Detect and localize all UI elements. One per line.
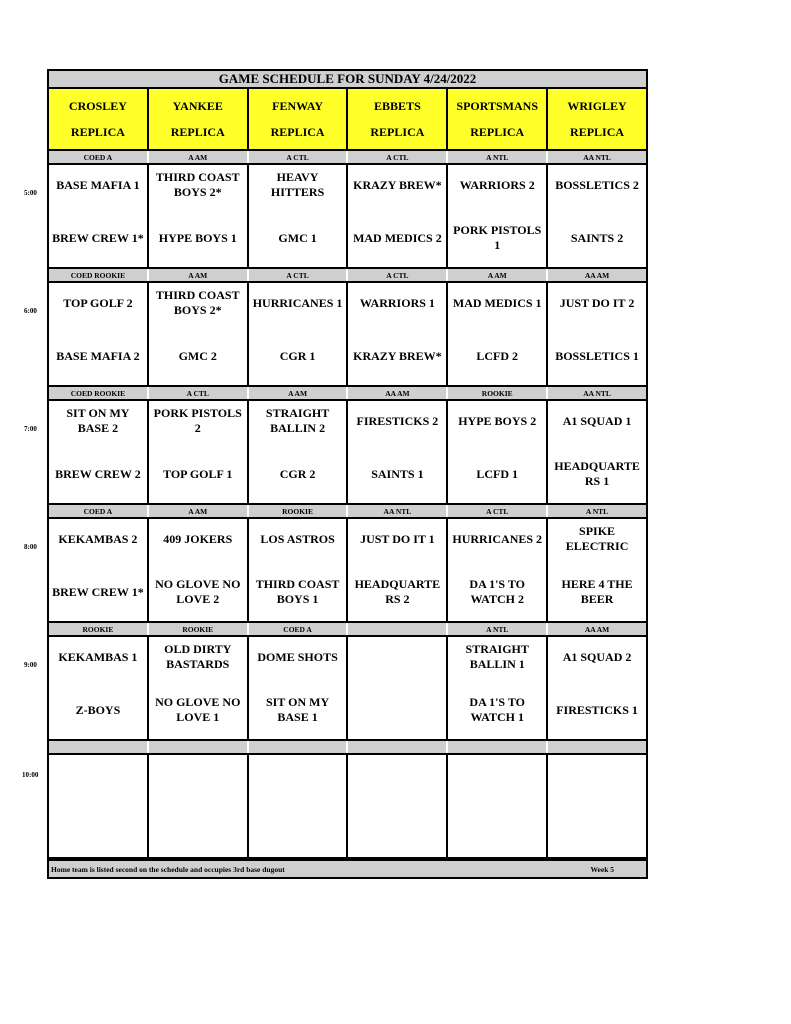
time-label: 8:00 — [24, 543, 37, 551]
away-team: A1 SQUAD 1 — [562, 413, 632, 428]
game-cell — [49, 283, 149, 385]
division-label: A AM — [448, 269, 548, 281]
home-team: DA 1'S TO WATCH 2 — [469, 577, 526, 606]
division-label — [348, 623, 448, 635]
field-header-row — [47, 89, 648, 151]
home-team: BASE MAFIA 2 — [56, 348, 140, 363]
game-cell — [49, 755, 149, 857]
game-cell — [548, 755, 646, 857]
division-label: AA NTL — [348, 505, 448, 517]
away-team: JUST DO IT 1 — [360, 531, 435, 546]
game-cell — [548, 165, 646, 267]
away-team: SIT ON MY BASE 2 — [66, 406, 130, 435]
game-cell — [448, 637, 548, 739]
division-label — [448, 741, 548, 753]
division-label: COED A — [249, 623, 349, 635]
division-label: A AM — [149, 269, 249, 281]
home-team: BOSSLETICS 1 — [555, 348, 639, 363]
home-team: DA 1'S TO WATCH 1 — [469, 695, 526, 724]
empty-game-row — [47, 753, 648, 859]
game-row — [47, 281, 648, 387]
game-row — [47, 399, 648, 505]
home-team: NO GLOVE NO LOVE 1 — [155, 695, 241, 724]
home-team: HEADQUARTE RS 1 — [554, 459, 640, 488]
division-label: AA NTL — [548, 387, 646, 399]
division-label: COED A — [49, 151, 149, 163]
division-label: COED ROOKIE — [49, 387, 149, 399]
division-label: A NTL — [448, 623, 548, 635]
home-team: TOP GOLF 1 — [163, 466, 233, 481]
game-cell — [348, 401, 448, 503]
division-row — [47, 741, 648, 753]
division-label: ROOKIE — [448, 387, 548, 399]
away-team: BOSSLETICS 2 — [555, 177, 639, 192]
division-label: A AM — [149, 505, 249, 517]
game-cell — [548, 401, 646, 503]
field-sub: REPLICA — [170, 124, 225, 139]
away-team: DOME SHOTS — [257, 649, 338, 664]
field-sub: REPLICA — [270, 124, 325, 139]
home-team: HYPE BOYS 1 — [158, 230, 237, 245]
division-label: COED ROOKIE — [49, 269, 149, 281]
game-row — [47, 163, 648, 269]
home-team: FIRESTICKS 1 — [556, 702, 638, 717]
field-sub: REPLICA — [570, 124, 625, 139]
home-team: GMC 2 — [178, 348, 217, 363]
division-label: ROOKIE — [249, 505, 349, 517]
division-label: ROOKIE — [149, 623, 249, 635]
away-team: LOS ASTROS — [260, 531, 335, 546]
game-cell — [149, 519, 249, 621]
field-header — [548, 89, 646, 149]
home-team: HEADQUARTE RS 2 — [354, 577, 441, 606]
game-cell — [149, 165, 249, 267]
game-cell — [448, 519, 548, 621]
schedule-title: GAME SCHEDULE FOR SUNDAY 4/24/2022 — [47, 69, 648, 89]
division-row — [47, 623, 648, 635]
away-team: KEKAMBAS 2 — [58, 531, 138, 546]
home-team-note: Home team is listed second on the schedule and occupies 3rd base dugout — [51, 864, 285, 874]
home-team: HERE 4 THE BEER — [561, 577, 633, 606]
field-name: YANKEE — [172, 98, 223, 113]
home-team: SIT ON MY BASE 1 — [266, 695, 330, 724]
home-team: GMC 1 — [278, 230, 317, 245]
home-team: CGR 1 — [279, 348, 316, 363]
week-label: Week 5 — [590, 864, 614, 874]
field-header — [348, 89, 448, 149]
away-team: HEAVY HITTERS — [270, 170, 325, 199]
away-team: 409 JOKERS — [163, 531, 233, 546]
division-row — [47, 505, 648, 517]
away-team: HURRICANES 2 — [452, 531, 543, 546]
home-team: THIRD COAST BOYS 1 — [255, 577, 340, 606]
field-sub: REPLICA — [70, 124, 125, 139]
field-header — [149, 89, 249, 149]
game-cell — [249, 283, 349, 385]
home-team: PORK PISTOLS 1 — [453, 223, 542, 252]
division-label — [548, 741, 646, 753]
division-row — [47, 387, 648, 399]
game-cell — [249, 637, 349, 739]
game-cell — [448, 401, 548, 503]
field-name: WRIGLEY — [567, 98, 627, 113]
division-label: A CTL — [249, 269, 349, 281]
field-name: SPORTSMANS — [456, 98, 539, 113]
home-team: BREW CREW 1* — [52, 230, 144, 245]
game-row — [47, 517, 648, 623]
division-label — [49, 741, 149, 753]
game-cell — [149, 283, 249, 385]
time-label: 10:00 — [22, 771, 39, 779]
away-team: A1 SQUAD 2 — [562, 649, 632, 664]
division-label: AA NTL — [548, 151, 646, 163]
game-cell — [149, 401, 249, 503]
home-team: CGR 2 — [279, 466, 316, 481]
away-team: HYPE BOYS 2 — [458, 413, 537, 428]
division-label: A AM — [149, 151, 249, 163]
time-label: 5:00 — [24, 189, 37, 197]
away-team: JUST DO IT 2 — [559, 295, 635, 310]
away-team: STRAIGHT BALLIN 2 — [265, 406, 330, 435]
away-team: WARRIORS 1 — [359, 295, 435, 310]
away-team: SPIKE ELECTRIC — [565, 524, 629, 553]
field-sub: REPLICA — [370, 124, 425, 139]
away-team: FIRESTICKS 2 — [356, 413, 439, 428]
time-slots — [47, 151, 648, 741]
away-team: MAD MEDICS 1 — [452, 295, 542, 310]
game-cell — [49, 165, 149, 267]
home-team: MAD MEDICS 2 — [353, 230, 442, 245]
division-label: AA AM — [348, 387, 448, 399]
away-team: THIRD COAST BOYS 2* — [155, 170, 240, 199]
game-cell — [49, 637, 149, 739]
division-label: A AM — [249, 387, 349, 399]
game-cell — [448, 165, 548, 267]
division-label: A CTL — [448, 505, 548, 517]
game-cell — [548, 519, 646, 621]
away-team: STRAIGHT BALLIN 1 — [465, 642, 529, 671]
game-cell — [49, 401, 149, 503]
game-cell — [348, 519, 448, 621]
home-team — [350, 693, 444, 727]
division-label: A CTL — [249, 151, 349, 163]
home-team: Z-BOYS — [75, 702, 121, 717]
game-cell — [249, 165, 349, 267]
away-team: PORK PISTOLS 2 — [153, 406, 242, 435]
game-cell — [149, 637, 249, 739]
field-name: FENWAY — [272, 98, 324, 113]
division-label: A NTL — [448, 151, 548, 163]
division-label: ROOKIE — [49, 623, 149, 635]
division-label: A CTL — [348, 269, 448, 281]
field-header — [448, 89, 548, 149]
division-label: A CTL — [149, 387, 249, 399]
away-team: BASE MAFIA 1 — [56, 177, 140, 192]
field-name: EBBETS — [374, 98, 421, 113]
game-row — [47, 635, 648, 741]
division-label — [249, 741, 349, 753]
division-row — [47, 269, 648, 281]
time-label: 9:00 — [24, 661, 37, 669]
game-cell — [448, 755, 548, 857]
schedule-table — [47, 69, 648, 879]
away-team: KRAZY BREW* — [353, 177, 442, 192]
time-label: 7:00 — [24, 425, 37, 433]
time-label: 6:00 — [24, 307, 37, 315]
division-label: AA AM — [548, 269, 646, 281]
field-name: CROSLEY — [68, 98, 127, 113]
home-team: BREW CREW 1* — [52, 584, 144, 599]
field-sub: REPLICA — [470, 124, 525, 139]
game-cell — [49, 519, 149, 621]
game-cell — [249, 519, 349, 621]
schedule-footer — [47, 859, 648, 879]
away-team: KEKAMBAS 1 — [58, 649, 138, 664]
game-cell — [348, 165, 448, 267]
away-team: TOP GOLF 2 — [63, 295, 133, 310]
game-cell — [348, 637, 448, 739]
home-team: LCFD 1 — [476, 466, 519, 481]
division-row — [47, 151, 648, 163]
home-team: BREW CREW 2 — [55, 466, 141, 481]
away-team: THIRD COAST BOYS 2* — [155, 288, 240, 317]
division-label — [348, 741, 448, 753]
game-cell — [249, 401, 349, 503]
game-cell — [548, 637, 646, 739]
home-team: KRAZY BREW* — [353, 348, 442, 363]
game-cell — [348, 755, 448, 857]
game-cell — [249, 755, 349, 857]
away-team — [350, 640, 444, 674]
game-cell — [348, 283, 448, 385]
game-cell — [448, 283, 548, 385]
division-label: A NTL — [548, 505, 646, 517]
away-team: WARRIORS 2 — [459, 177, 535, 192]
home-team: SAINTS 2 — [570, 230, 624, 245]
division-label — [149, 741, 249, 753]
away-team: OLD DIRTY BASTARDS — [164, 642, 232, 671]
home-team: NO GLOVE NO LOVE 2 — [155, 577, 241, 606]
game-cell — [548, 283, 646, 385]
division-label: A CTL — [348, 151, 448, 163]
field-header — [249, 89, 349, 149]
field-header — [49, 89, 149, 149]
home-team: LCFD 2 — [476, 348, 519, 363]
division-label: AA AM — [548, 623, 646, 635]
away-team: HURRICANES 1 — [252, 295, 343, 310]
division-label: COED A — [49, 505, 149, 517]
game-cell — [149, 755, 249, 857]
home-team: SAINTS 1 — [371, 466, 424, 481]
